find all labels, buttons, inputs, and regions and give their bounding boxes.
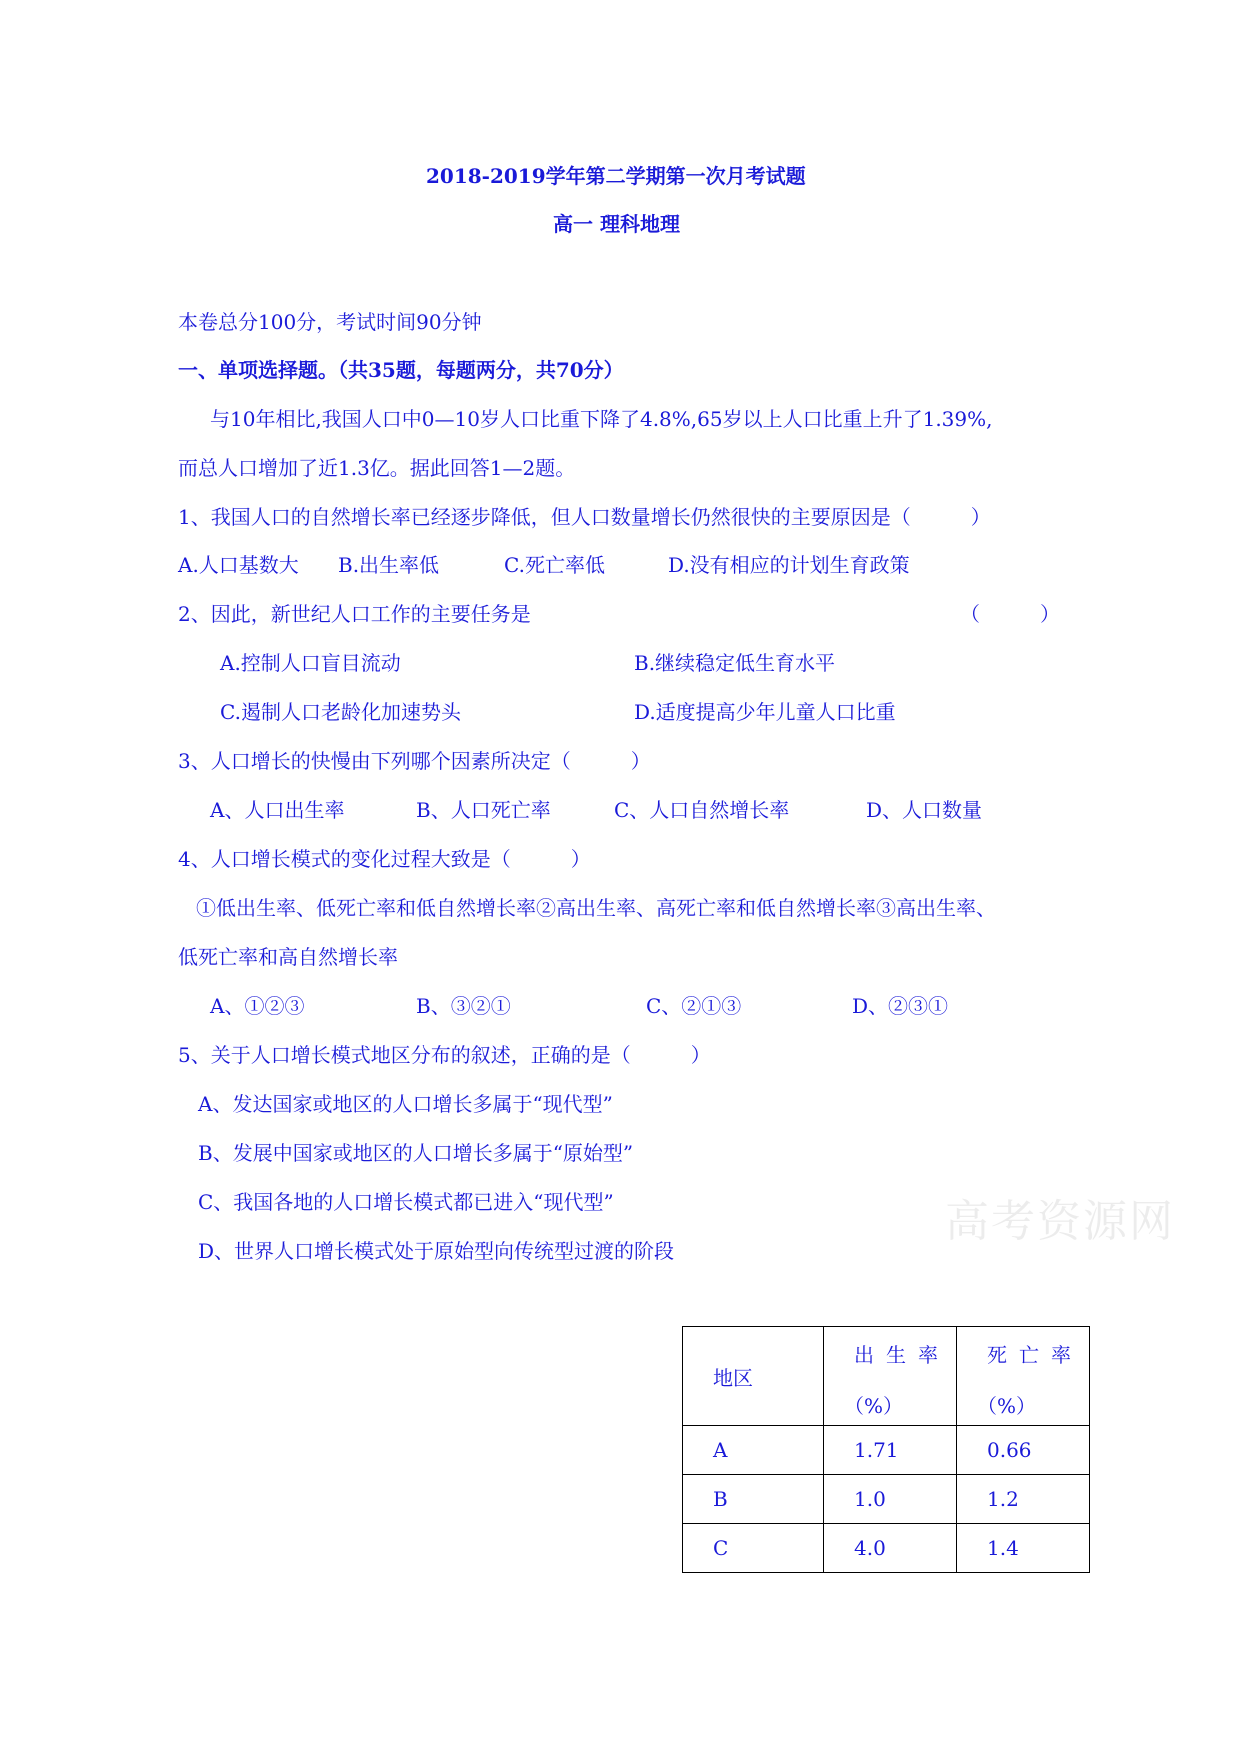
row-death-rate: 1.2	[957, 1475, 1090, 1524]
table-header-row	[683, 1327, 1090, 1426]
header-birth-rate	[824, 1327, 957, 1426]
question-1-option-b: B.出生率低	[338, 553, 440, 577]
question-3-option-b: B、人口死亡率	[416, 798, 551, 822]
row-region: C	[683, 1524, 824, 1573]
question-2-option-b: B.继续稳定低生育水平	[634, 651, 836, 675]
question-5-option-d: D、世界人口增长模式处于原始型向传统型过渡的阶段	[198, 1239, 675, 1263]
passage-line-1: 与10年相比,我国人口中0—10岁人口比重下降了4.8%,65岁以上人口比重上升了1.39%,	[210, 407, 993, 431]
question-5-stem: 5、关于人口增长模式地区分布的叙述，正确的是（ ）	[178, 1043, 711, 1067]
question-1-option-a: A.人口基数大	[178, 553, 299, 577]
question-2-option-d: D.适度提高少年儿童人口比重	[634, 700, 896, 724]
question-5-option-c: C、我国各地的人口增长模式都已进入“现代型”	[198, 1190, 614, 1214]
question-4-option-d: D、②③①	[852, 994, 949, 1018]
question-2-bracket: （ ）	[960, 602, 1060, 626]
header-death-rate-label: 死亡率	[987, 1343, 1083, 1367]
question-3-option-d: D、人口数量	[866, 798, 983, 822]
exam-title: 2018-2019学年第二学期第一次月考试题	[426, 164, 806, 188]
question-5-option-a: A、发达国家或地区的人口增长多属于“现代型”	[198, 1092, 613, 1116]
intro-text: 本卷总分100分，考试时间90分钟	[178, 310, 482, 334]
question-3-option-c: C、人口自然增长率	[614, 798, 790, 822]
exam-subtitle: 高一 理科地理	[553, 212, 680, 236]
question-3-stem: 3、人口增长的快慢由下列哪个因素所决定（ ）	[178, 749, 651, 773]
question-2-option-c: C.遏制人口老龄化加速势头	[220, 700, 461, 724]
table-row	[683, 1475, 1090, 1524]
row-birth-rate: 1.0	[824, 1475, 957, 1524]
question-4-desc-line-1: ①低出生率、低死亡率和低自然增长率②高出生率、高死亡率和低自然增长率③高出生率、	[196, 896, 996, 920]
table-row	[683, 1524, 1090, 1573]
question-1-option-c: C.死亡率低	[504, 553, 605, 577]
header-death-rate-unit: （%）	[977, 1394, 1037, 1418]
passage-line-2: 而总人口增加了近1.3亿。据此回答1—2题。	[178, 456, 576, 480]
row-birth-rate: 1.71	[824, 1426, 957, 1475]
question-5-option-b: B、发展中国家或地区的人口增长多属于“原始型”	[198, 1141, 634, 1165]
row-death-rate: 0.66	[957, 1426, 1090, 1475]
question-2-stem: 2、因此，新世纪人口工作的主要任务是	[178, 602, 531, 626]
question-1-option-d: D.没有相应的计划生育政策	[668, 553, 910, 577]
question-4-option-c: C、②①③	[646, 994, 742, 1018]
header-death-rate	[957, 1327, 1090, 1426]
row-birth-rate: 4.0	[824, 1524, 957, 1573]
row-region: B	[683, 1475, 824, 1524]
header-birth-rate-label: 出生率	[854, 1343, 950, 1367]
section-heading: 一、单项选择题。（共35题，每题两分，共70分）	[178, 358, 624, 382]
row-death-rate: 1.4	[957, 1524, 1090, 1573]
header-birth-rate-unit: （%）	[844, 1394, 904, 1418]
question-4-stem: 4、人口增长模式的变化过程大致是（ ）	[178, 847, 591, 871]
row-region: A	[683, 1426, 824, 1475]
table-row	[683, 1426, 1090, 1475]
question-2-option-a: A.控制人口盲目流动	[220, 651, 401, 675]
question-3-option-a: A、人口出生率	[210, 798, 345, 822]
rates-table	[682, 1326, 1090, 1573]
question-1-stem: 1、我国人口的自然增长率已经逐步降低，但人口数量增长仍然很快的主要原因是（ ）	[178, 505, 991, 529]
watermark: 高考资源网	[945, 1196, 1175, 1247]
question-4-option-a: A、①②③	[210, 994, 305, 1018]
header-region: 地区	[683, 1327, 824, 1426]
question-4-option-b: B、③②①	[416, 994, 511, 1018]
question-4-desc-line-2: 低死亡率和高自然增长率	[178, 945, 398, 969]
